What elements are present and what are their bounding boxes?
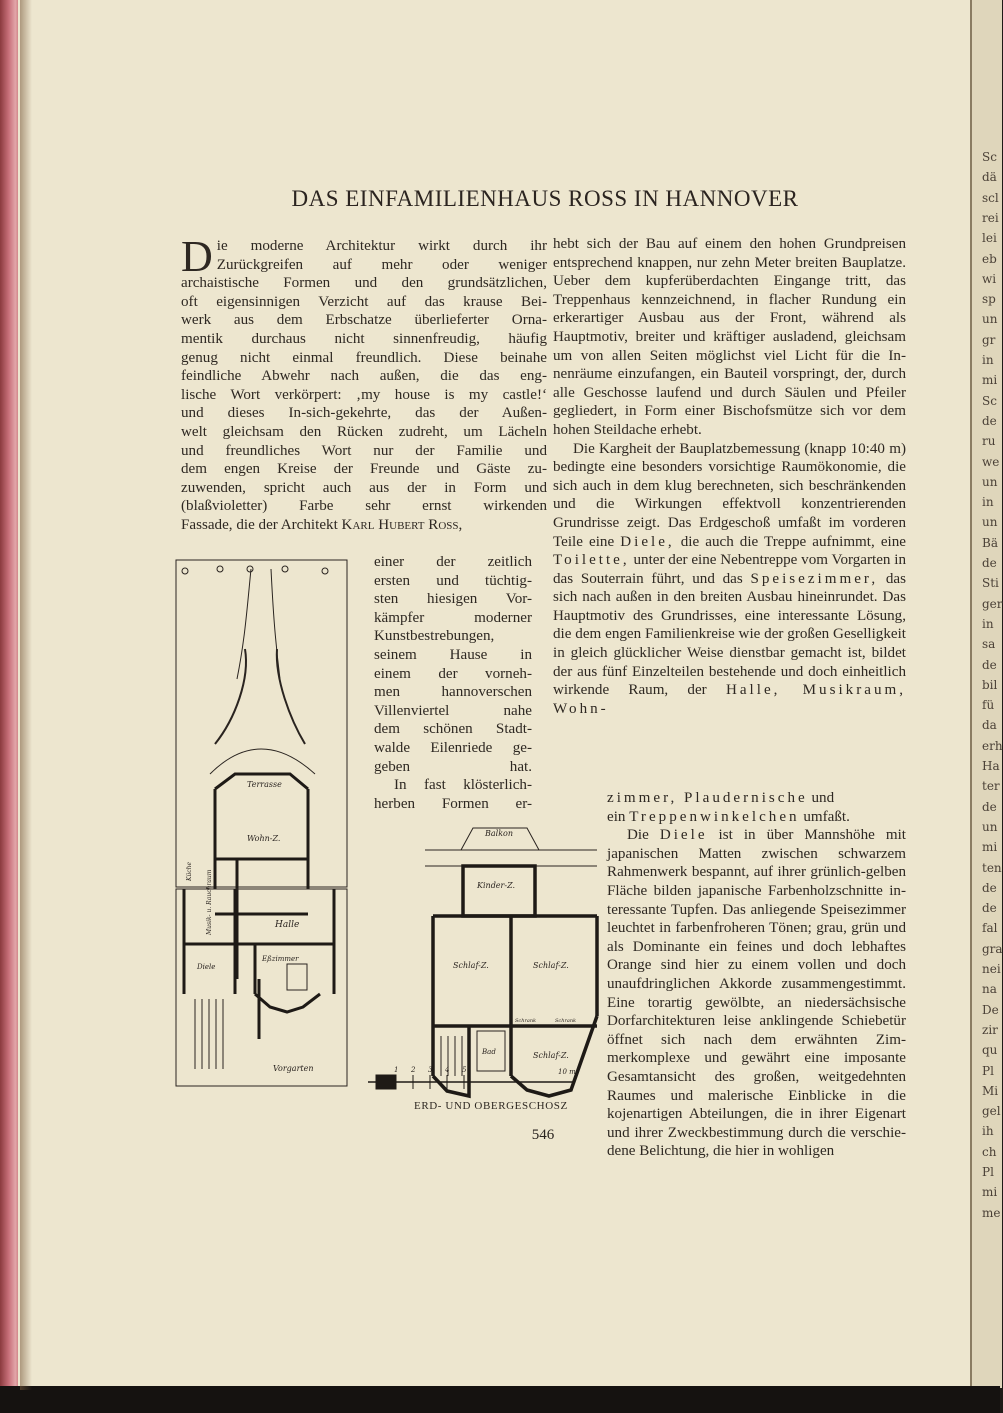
next-page-fragment: de bbox=[982, 901, 997, 916]
next-page-fragment: un bbox=[982, 474, 998, 489]
text-line: zuwenden, spricht auch aus der in Form und bbox=[181, 479, 547, 496]
next-page-fragment: zir bbox=[982, 1022, 998, 1037]
scale-block bbox=[376, 1075, 396, 1089]
next-page-fragment: mi bbox=[982, 840, 998, 855]
column-1-paragraph-2 bbox=[374, 776, 532, 813]
next-page-fragment: bil bbox=[982, 677, 998, 692]
column-1-narrow bbox=[374, 553, 532, 813]
text-line: und freundliches Wort nur der Familie und bbox=[181, 442, 547, 459]
next-page-fragment: na bbox=[982, 982, 997, 997]
text-line: (blaßvioletter) Farbe sehr ernst wirkenden bbox=[181, 498, 547, 515]
text-line: walde Eilenriede ge- bbox=[374, 739, 532, 756]
next-page-fragment: de bbox=[982, 556, 997, 570]
next-page-fragment: gr bbox=[982, 332, 996, 347]
next-page-fragment: in bbox=[982, 495, 994, 510]
next-page-fragment: in bbox=[982, 353, 994, 367]
architect-name: Karl Hubert Ross, bbox=[341, 516, 463, 533]
column-1-architect-line: Fassade, die der Architekt Karl Hubert Ross, bbox=[181, 516, 463, 533]
text-line: mentik durchaus nicht sinnenfreudig, häufig bbox=[181, 330, 547, 347]
label-kueche: Küche bbox=[186, 862, 193, 881]
next-page-fragment: ch bbox=[982, 1144, 997, 1159]
next-page-fragment: Pl bbox=[982, 1165, 994, 1179]
text-line: feindliche Abwehr nach außen, die das eng- bbox=[181, 368, 547, 385]
text-line: Zurückgreifen auf mehr oder weniger bbox=[216, 256, 547, 273]
next-page-fragment: erh bbox=[982, 738, 1003, 753]
next-page-fragment: ter bbox=[982, 779, 1000, 794]
scale-label-end: 10 m bbox=[558, 1068, 576, 1076]
next-page-fragment: mi bbox=[982, 373, 998, 388]
ground-floor-site-plan bbox=[175, 559, 348, 889]
scale-ticks bbox=[394, 1066, 467, 1089]
label-bad: Bad bbox=[482, 1048, 496, 1056]
next-page-fragment: de bbox=[982, 413, 997, 428]
label-musik: Musik- u. Rauchraum bbox=[206, 869, 213, 935]
next-page-fragment: Mi bbox=[982, 1083, 999, 1098]
column-2-paragraph-1: hebt sich der Bau auf einem den hohen Grundpreisen entsprechend knappen, nur zehn Meter breiten Bauplatze. Ueber dem kupferüberdachten Eingange tritt, das Treppenhaus kennzeichnend, in flacher Rundung ein erkerartiger Ausbau aus der Front, während als Hauptmotiv, breiter und kräftiger ausladend, gleichsam um von allen Seiten möglichst viel Licht für die Innenräume einzufangen, ein Bauteil vorspringt, der, durch alle Geschosse laufend und durch Säulen und Pfeiler gegliedert, in Form einer Bischofsmütze sich vor dem hohen Steildache erhebt. bbox=[553, 236, 906, 438]
next-page-fragment: rei bbox=[982, 210, 999, 225]
bottom-edge bbox=[0, 1386, 1000, 1413]
scale-tick-label: 2 bbox=[411, 1066, 416, 1074]
outer-walls-upper bbox=[433, 916, 597, 1076]
next-page-fragment: ger bbox=[982, 596, 1003, 611]
next-page-fragment: de bbox=[982, 657, 997, 672]
next-page-fragment: gra bbox=[982, 941, 1003, 956]
next-page-fragment: de bbox=[982, 880, 997, 895]
tree-symbol bbox=[217, 566, 223, 572]
text-line: seinem Hause in bbox=[374, 646, 532, 663]
next-page-fragment: de bbox=[982, 799, 997, 814]
label-balkon: Balkon bbox=[485, 829, 514, 838]
text-line: herben Formen er- bbox=[374, 795, 532, 812]
next-page-fragment: ten bbox=[982, 860, 1002, 875]
next-page-fragment: un bbox=[982, 312, 998, 327]
next-page-fragment: fal bbox=[982, 921, 998, 936]
column-1-body bbox=[181, 232, 547, 516]
text-line: geben hat. bbox=[374, 758, 532, 775]
garden-path-right bbox=[271, 569, 280, 679]
text-line: Kunstbestrebungen, bbox=[374, 628, 495, 645]
drop-cap: D bbox=[181, 232, 213, 281]
text-line: welt gleichsam den Rücken zudreht, um Lächeln bbox=[181, 423, 547, 440]
column-3-line-2: ein Treppenwinkelchen umfaßt. bbox=[607, 808, 850, 825]
label-schlaf-1: Schlaf-Z. bbox=[453, 961, 489, 970]
column-3 bbox=[607, 789, 906, 1161]
article-title: DAS EINFAMILIENHAUS ROSS IN HANNOVER bbox=[291, 186, 799, 211]
next-page-fragment: De bbox=[982, 1002, 999, 1017]
next-page-fragment: eb bbox=[982, 251, 997, 266]
text-line: lische Wort verkörpert: ‚my house is my castle!‘ bbox=[181, 386, 547, 403]
text-line: einem der vorneh- bbox=[374, 665, 532, 682]
garden-path-left bbox=[237, 569, 251, 679]
next-page-fragment: Ha bbox=[982, 759, 1000, 773]
column-1-narrow-body bbox=[374, 553, 532, 776]
text-line: einer der zeitlich bbox=[374, 554, 532, 570]
text-line: oft eigensinnigen Verzicht auf das krause Bei- bbox=[181, 293, 547, 310]
gutter-shadow bbox=[20, 0, 32, 1390]
label-schlaf-3: Schlaf-Z. bbox=[533, 1051, 569, 1060]
next-page-fragment: sp bbox=[982, 292, 996, 307]
text-line: und dieses In-sich-gekehrte, das der Außen- bbox=[181, 405, 547, 422]
next-page-fragment: lei bbox=[982, 231, 997, 246]
garden-bed-right bbox=[277, 649, 305, 744]
label-kinder: Kinder-Z. bbox=[477, 881, 516, 890]
next-page-fragment: in bbox=[982, 616, 994, 631]
scale-bar bbox=[368, 1060, 598, 1094]
tree-symbol bbox=[247, 566, 253, 572]
next-page-fragment: me bbox=[982, 1205, 1001, 1220]
column-2 bbox=[553, 235, 906, 718]
next-page-fragment: nei bbox=[982, 962, 1001, 976]
next-page-fragment: mi bbox=[982, 1185, 998, 1200]
column-1 bbox=[181, 232, 547, 535]
label-schlaf-2: Schlaf-Z. bbox=[533, 961, 569, 970]
text-line: werk aus dem Erbschatze überlieferter Orna- bbox=[181, 312, 547, 329]
text-line: dem engen Kreise der Freunde und Gäste zu- bbox=[181, 461, 547, 478]
house-outer-walls bbox=[215, 774, 308, 889]
label-terrasse: Terrasse bbox=[247, 780, 282, 789]
label-vorgarten: Vorgarten bbox=[273, 1064, 314, 1073]
entrance-stairs bbox=[195, 999, 223, 1069]
scale-tick-label: 5 bbox=[462, 1066, 467, 1074]
next-page-fragment: sa bbox=[982, 637, 996, 652]
next-page-fragment: scl bbox=[982, 190, 999, 205]
wall-kinder bbox=[463, 866, 535, 916]
label-wohn-z: Wohn-Z. bbox=[247, 834, 281, 843]
scale-tick-label: 3 bbox=[428, 1066, 433, 1074]
next-page-fragment: ih bbox=[982, 1124, 994, 1139]
label-schrank-1: Schrank bbox=[515, 1018, 537, 1024]
next-page-fragment: qu bbox=[982, 1043, 998, 1058]
column-3-line-1: zimmer, Plaudernische und bbox=[607, 790, 835, 806]
text-line: kämpfer moderner bbox=[374, 609, 532, 626]
next-page-fragment: gel bbox=[982, 1104, 1001, 1119]
text-line: archaistische Formen und den grundsätzlichen, bbox=[181, 275, 547, 292]
next-page-strip bbox=[970, 0, 1002, 1388]
tree-symbol bbox=[182, 568, 188, 574]
next-page-fragment: wi bbox=[982, 271, 997, 286]
text-line: sten hiesigen Vor- bbox=[374, 591, 532, 608]
next-page-fragment: ru bbox=[982, 434, 996, 449]
figure-caption: ERD- UND OBERGESCHOSZ bbox=[414, 1100, 568, 1112]
tree-symbol bbox=[282, 566, 288, 572]
label-halle: Halle bbox=[275, 920, 300, 930]
next-page-fragment: Sti bbox=[982, 576, 999, 591]
next-page-fragment: da bbox=[982, 718, 997, 733]
text-line: ersten und tüchtig- bbox=[374, 572, 532, 589]
tree-symbol bbox=[322, 568, 328, 574]
scale-tick-label: 4 bbox=[445, 1066, 450, 1074]
next-page-fragment: Sc bbox=[982, 393, 997, 408]
label-esszimmer: Eßzimmer bbox=[262, 955, 299, 963]
text-line: dem schönen Stadt- bbox=[374, 721, 532, 738]
next-page-fragment: un bbox=[982, 819, 998, 834]
bay-window bbox=[255, 994, 320, 1012]
text-line: In fast klösterlich- bbox=[394, 777, 532, 794]
dining-table bbox=[287, 964, 307, 990]
scale-tick-label: 1 bbox=[394, 1066, 399, 1074]
next-page-fragment: Pl bbox=[982, 1063, 994, 1078]
label-schrank-2: Schrank bbox=[555, 1018, 577, 1024]
column-3-paragraph: Die Diele ist in über Mannshöhe mit japanischen Matten zwischen schwarzem Rahmenwerk bespannt, auf ihrer grünlich-gelben Fläche bilden japanische Farbenholzschnitte interessante Tupfen. Das anliegende Speisezimmer leuchtet in farbenfroheren Tönen; grau, grün und als Dominante ein feines und doch lebhaftes Orange sind hier zu einem vollen und doch unaufdringlichen Akkorde zusammengestimmt. Eine torartig gewölbte, an niedersächsische Dorfarchitekturen leise anklingende Schiebetür öffnet sich nach dem erwähnten Zimmerkomplexe und gewährt eine imposante Gesamtansicht des großen, weitgedehnten Raumes und malerische Einblicke in die kojenartigen Abteilungen, die in ihrer Eigenart und ihrer Zweckbestimmung durch die verschiedene Belichtung, die hier in wohligen bbox=[607, 827, 906, 1160]
next-page-fragment: un bbox=[982, 515, 998, 530]
text-line: Villenviertel nahe bbox=[374, 702, 532, 719]
page-number: 546 bbox=[531, 1127, 555, 1143]
terrace-arc bbox=[210, 749, 315, 774]
next-page-fragment: we bbox=[982, 454, 1000, 469]
next-page-fragment: fü bbox=[982, 698, 995, 713]
column-2-paragraph-2: Die Kargheit der Bauplatzbemessung (knapp 10:40 m) bedingte eine besonders vorsichtige Raumökonomie, die sich auch in dem klug berechneten, sich beschränkenden und die Wirkungen effektvoll konzentrierenden Grundrisse zeigt. Das Erdgeschoß umfaßt im vorderen Teile eine Diele, die auch die Treppe aufnimmt, eine Toilette, unter der eine Nebentreppe vom Vorgarten in das Souterrain führt, und das Speisezimmer, das sich nach außen in den breiten Ausbau hineinrundet. Das Hauptmotiv des Grundrisses, eine interessante Lösung, die dem engen Familienkreise wie der großen Geselligkeit in gleich glücklicher Weise dienstbar gemacht ist, bildet der aus fünf Einzelteilen bestehende und doch einheitlich wirkende Raum, der Halle, Musikraum, Wohn- bbox=[553, 440, 907, 717]
garden-bed-left bbox=[215, 649, 246, 744]
text-line: genug nicht einmal freundlich. Diese beinahe bbox=[181, 349, 547, 366]
next-page-fragment: Sc bbox=[982, 150, 997, 164]
next-page-fragment: Bä bbox=[982, 535, 998, 550]
text-line: ie moderne Architektur wirkt durch ihr bbox=[216, 238, 547, 254]
text-line: men hannoverschen bbox=[374, 684, 532, 701]
next-page-fragment: dä bbox=[982, 170, 997, 185]
label-diele: Diele bbox=[197, 963, 216, 971]
